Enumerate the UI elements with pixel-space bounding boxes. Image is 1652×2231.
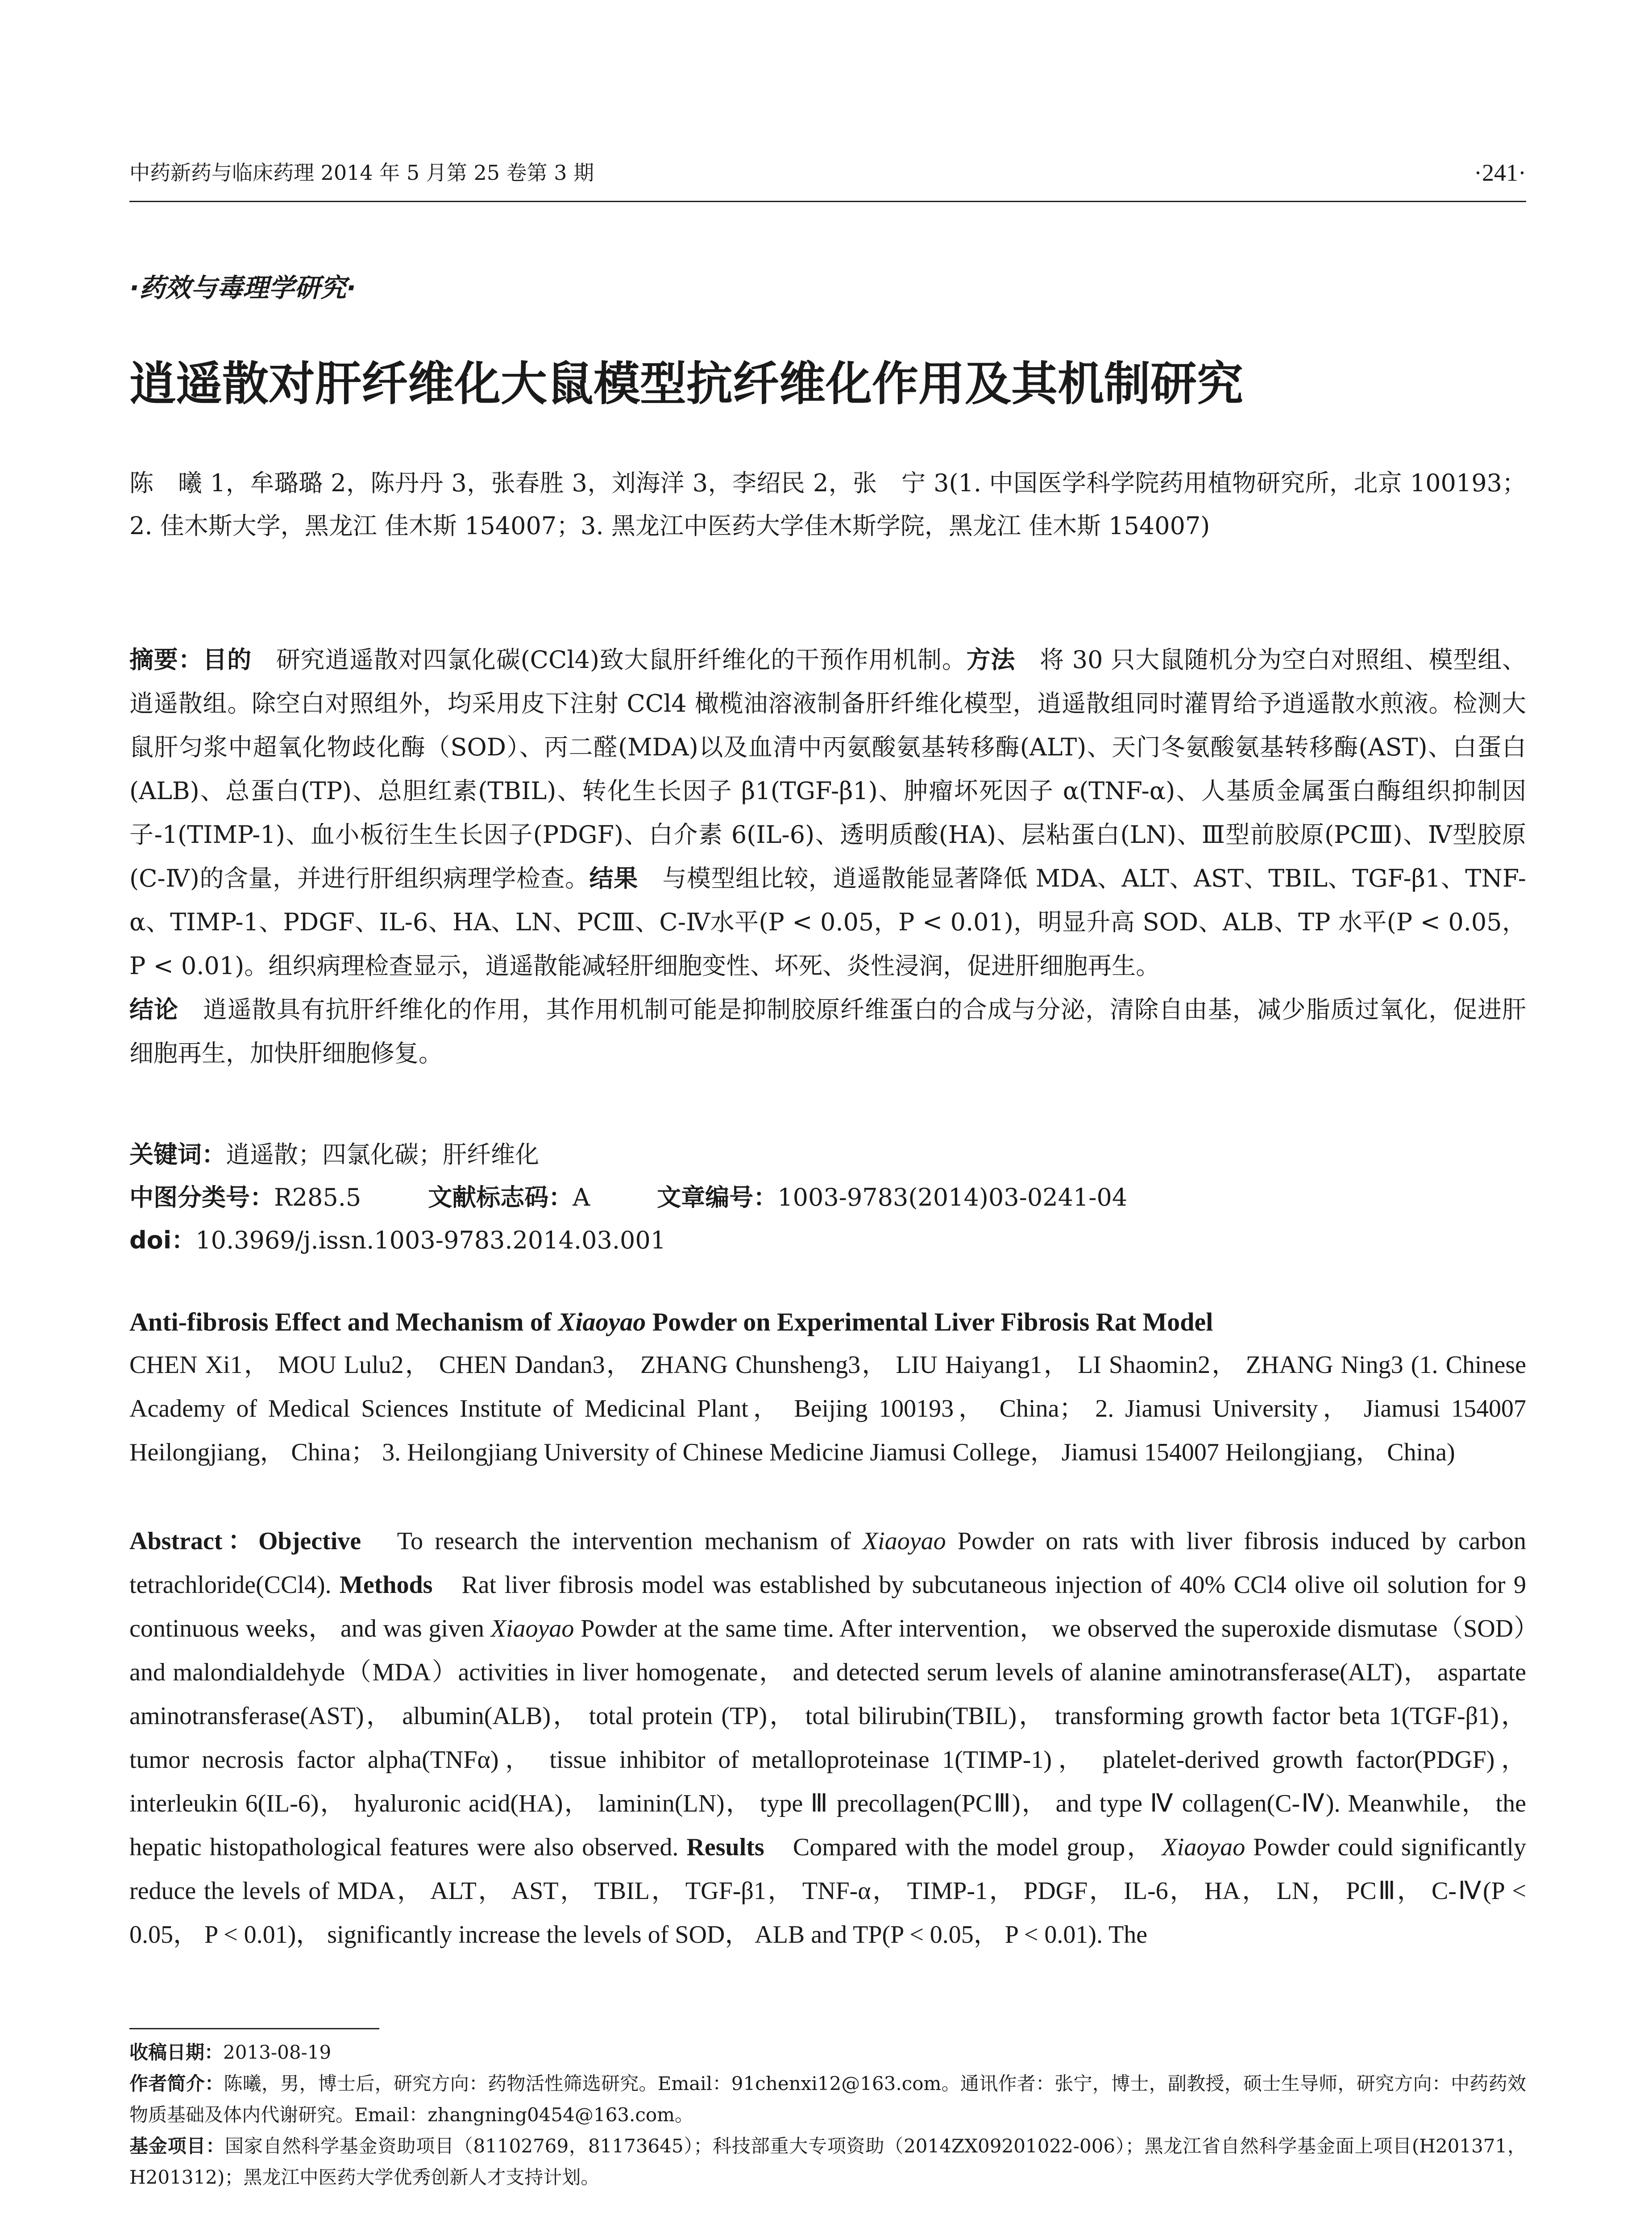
abstract-label: 摘要： bbox=[129, 646, 203, 674]
doi-label: doi： bbox=[129, 1226, 196, 1254]
authors-affiliations-en: CHEN Xi1， MOU Lulu2， CHEN Dandan3， ZHANG Chunsheng3， LIU Haiyang1， LI Shaomin2， ZHANG Ning3 (1. Chinese Academy of Medical Sciences Institute of Medicinal Plant， Beijing 100193， China； 2. Jiamusi University， Jiamusi 154007 Heilongjiang， China； 3. Heilongjiang University of Chinese Medicine Jiamusi College， Jiamusi 154007 Heilongjiang， China) bbox=[129, 1351, 1526, 1466]
received-label: 收稿日期： bbox=[129, 2041, 224, 2063]
article-number-label: 文章编号： bbox=[657, 1183, 778, 1211]
footnotes bbox=[129, 2037, 1526, 2193]
methods-en-text-2: Powder at the same time. After intervention， we observed the superoxide dismutase（SOD）and malondialdehyde（MDA）activities in liver homogenate， and detected serum levels of alanine aminotransferase(ALT)， aspartate aminotransferase(AST)， albumin(ALB)， total protein (TP)， total bilirubin(TBIL)， transforming growth factor beta 1(TGF-β1)， tumor necrosis factor alpha(TNFα)， tissue inhibitor of metalloproteinase 1(TIMP-1)， platelet-derived growth factor(PDGF)， interleukin 6(IL-6)， hyaluronic acid(HA)， laminin(LN)， type Ⅲ precollagen(PCⅢ)， and type Ⅳ collagen(C-Ⅳ). Meanwhile， the hepatic histopathological features were also observed. bbox=[129, 1615, 1526, 1861]
keywords-value: 逍遥散；四氯化碳；肝纤维化 bbox=[226, 1140, 539, 1169]
doc-code-label: 文献标志码： bbox=[428, 1183, 573, 1211]
clc-label: 中图分类号： bbox=[129, 1183, 274, 1211]
methods-en-label: Methods bbox=[339, 1571, 433, 1599]
footnote-divider bbox=[129, 2028, 379, 2029]
received-date bbox=[129, 2037, 1526, 2068]
results-en-italic: Xiaoyao bbox=[1162, 1833, 1245, 1861]
abstract-en-label: Abstract： bbox=[129, 1527, 258, 1555]
doc-code-value: A bbox=[573, 1183, 590, 1211]
funding-value: 国家自然科学基金资助项目（81102769，81173645）；科技部重大专项资助（2014ZX09201022-006）；黑龙江省自然科学基金面上项目(H201371，H201312)；黑龙江中医药大学优秀创新人才支持计划。 bbox=[129, 2135, 1526, 2188]
objective-en-text: To research the intervention mechanism of bbox=[361, 1527, 863, 1555]
title-en-italic: Xiaoyao bbox=[558, 1307, 646, 1336]
objective-label: 目的 bbox=[203, 646, 252, 674]
results-en-text-2: Powder could significantly reduce the levels of MDA， ALT， AST， TBIL， TGF-β1， TNF-α， TIMP-1， PDGF， IL-6， HA， LN， PCⅢ， C-Ⅳ(P < 0.05， P < 0.01)， significantly increase the levels of SOD， ALB and TP(P < 0.05， P < 0.01). The bbox=[129, 1833, 1526, 1949]
results-en-text: Compared with the model group， bbox=[764, 1833, 1162, 1861]
methods-text: 将 30 只大鼠随机分为空白对照组、模型组、逍遥散组。除空白对照组外，均采用皮下注射 CCl4 橄榄油溶液制备肝纤维化模型，逍遥散组同时灌胃给予逍遥散水煎液。检测大鼠肝匀浆中超氧化物歧化酶（SOD）、丙二醛(MDA)以及血清中丙氨酸氨基转移酶(ALT)、天门冬氨酸氨基转移酶(AST)、白蛋白(ALB)、总蛋白(TP)、总胆红素(TBIL)、转化生长因子 β1(TGF-β1)、肿瘤坏死因子 α(TNF-α)、人基质金属蛋白酶组织抑制因子-1(TIMP-1)、血小板衍生生长因子(PDGF)、白介素 6(IL-6)、透明质酸(HA)、层粘蛋白(LN)、Ⅲ型前胶原(PCⅢ)、Ⅳ型胶原(C-Ⅳ)的含量，并进行肝组织病理学检查。 bbox=[129, 646, 1527, 892]
keywords-cn bbox=[129, 1133, 1526, 1176]
doi-line bbox=[129, 1219, 1526, 1262]
conclusion-text: 逍遥散具有抗肝纤维化的作用，其作用机制可能是抑制胶原纤维蛋白的合成与分泌，清除自由基，减少脂质过氧化，促进肝细胞再生，加快肝细胞修复。 bbox=[129, 995, 1526, 1067]
clc-value: R285.5 bbox=[274, 1183, 361, 1211]
title-en-part1: Anti-fibrosis Effect and Mechanism of bbox=[129, 1307, 558, 1336]
abstract-en bbox=[129, 1519, 1526, 1957]
author-bio-value: 陈曦，男，博士后，研究方向：药物活性筛选研究。Email：91chenxi12@163.com。通讯作者：张宁，博士，副教授，硕士生导师，研究方向：中药药效物质基础及体内代谢研究。Email：zhangning0454@163.com。 bbox=[129, 2073, 1526, 2126]
keywords-label: 关键词： bbox=[129, 1140, 226, 1169]
methods-en-text: Rat liver fibrosis model was established by subcutaneous injection of 40% CCl4 olive oil solution for 9 continuous weeks， and was given bbox=[129, 1571, 1526, 1642]
page-number: ·241· bbox=[1474, 159, 1526, 186]
author-bio bbox=[129, 2068, 1526, 2131]
article-title-en bbox=[129, 1301, 1526, 1344]
objective-text: 研究逍遥散对四氯化碳(CCl4)致大鼠肝纤维化的干预作用机制。 bbox=[251, 646, 967, 674]
title-en-part2: Powder on Experimental Liver Fibrosis Rat Model bbox=[646, 1307, 1213, 1336]
journal-info: 中药新药与临床药理 2014 年 5 月第 25 卷第 3 期 bbox=[129, 161, 594, 185]
results-en-label: Results bbox=[686, 1833, 764, 1861]
results-text: 与模型组比较，逍遥散能显著降低 MDA、ALT、AST、TBIL、TGF-β1、TNF-α、TIMP-1、PDGF、IL-6、HA、LN、PCⅢ、C-Ⅳ水平(P < 0.05，P < 0.01)，明显升高 SOD、ALB、TP 水平(P < 0.05，P < 0.01)。组织病理检查显示，逍遥散能减轻肝细胞变性、坏死、炎性浸润，促进肝细胞再生。 bbox=[129, 864, 1526, 980]
conclusion-label: 结论 bbox=[129, 995, 178, 1024]
results-label: 结果 bbox=[589, 864, 638, 892]
classification-line bbox=[129, 1176, 1526, 1219]
abstract-cn bbox=[129, 638, 1526, 1075]
article-title: 逍遥散对肝纤维化大鼠模型抗纤维化作用及其机制研究 bbox=[129, 357, 1244, 411]
objective-en-text-2: Powder on rats with liver fibrosis induced by carbon tetrachloride(CCl4). bbox=[129, 1527, 1526, 1599]
authors-affiliations-cn: 陈 曦 1，牟璐璐 2，陈丹丹 3，张春胜 3，刘海洋 3，李绍民 2，张 宁 3(1. 中国医学科学院药用植物研究所，北京 100193；2. 佳木斯大学，黑龙江 佳木斯 154007；3. 黑龙江中医药大学佳木斯学院，黑龙江 佳木斯 154007) bbox=[129, 469, 1526, 540]
author-bio-label: 作者简介： bbox=[129, 2073, 224, 2094]
methods-en-italic: Xiaoyao bbox=[490, 1615, 574, 1642]
objective-en-label: Objective bbox=[258, 1527, 361, 1555]
running-header bbox=[129, 157, 1526, 188]
section-label: ·药效与毒理学研究· bbox=[129, 273, 357, 303]
objective-en-italic: Xiaoyao bbox=[862, 1527, 946, 1555]
methods-label: 方法 bbox=[966, 646, 1016, 674]
header-divider bbox=[129, 201, 1526, 202]
doi-value[interactable]: 10.3969/j.issn.1003-9783.2014.03.001 bbox=[195, 1226, 666, 1254]
funding-label: 基金项目： bbox=[129, 2135, 225, 2157]
article-number-value: 1003-9783(2014)03-0241-04 bbox=[777, 1183, 1128, 1211]
funding bbox=[129, 2131, 1526, 2193]
received-value: 2013-08-19 bbox=[223, 2041, 332, 2063]
